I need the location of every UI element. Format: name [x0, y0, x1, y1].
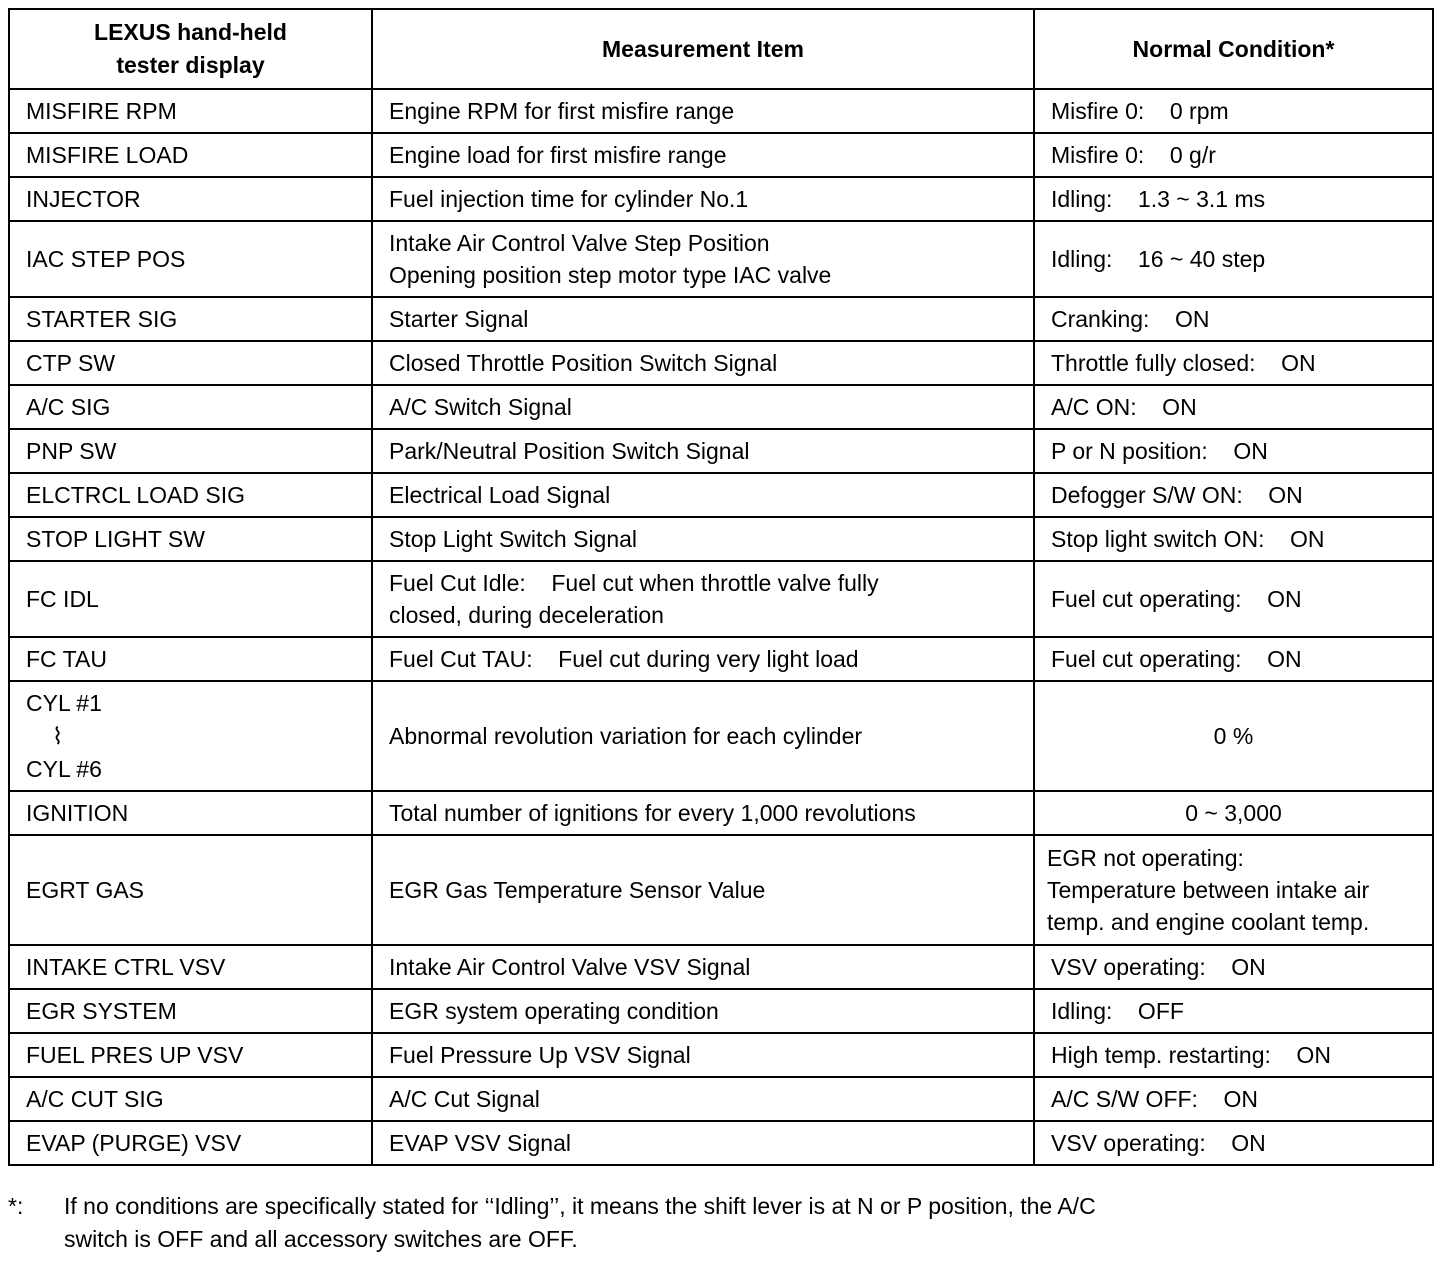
- cell-measurement-item: [372, 1121, 1034, 1165]
- cell-measurement-item: [372, 637, 1034, 681]
- normal-condition-line: Defogger S/W ON: ON: [1051, 482, 1303, 508]
- cell-normal-condition: [1034, 1033, 1433, 1077]
- cell-normal-condition: [1034, 385, 1433, 429]
- measurement-item-line: Total number of ignitions for every 1,000 revolutions: [389, 800, 916, 826]
- footnote-text: [64, 1190, 1438, 1256]
- cell-measurement-item: [372, 1077, 1034, 1121]
- cell-tester-display: FUEL PRES UP VSV: [9, 1033, 372, 1077]
- measurement-item-line: Starter Signal: [389, 306, 529, 332]
- cell-tester-display: MISFIRE LOAD: [9, 133, 372, 177]
- cell-tester-display: CTP SW: [9, 341, 372, 385]
- cell-normal-condition: [1034, 561, 1433, 637]
- cyl-range-first: CYL #1: [26, 690, 102, 716]
- cell-normal-condition: [1034, 133, 1433, 177]
- measurement-item-line: Electrical Load Signal: [389, 482, 611, 508]
- normal-condition-line: High temp. restarting: ON: [1051, 1042, 1331, 1068]
- table-row: [9, 133, 1433, 177]
- measurement-item-line: Park/Neutral Position Switch Signal: [389, 438, 750, 464]
- measurement-item-line: Opening position step motor type IAC valve: [389, 262, 832, 288]
- cell-measurement-item: [372, 133, 1034, 177]
- measurement-item-line: Abnormal revolution variation for each cylinder: [389, 723, 863, 749]
- cell-measurement-item: [372, 835, 1034, 945]
- table-row: [9, 561, 1433, 637]
- normal-condition-line: Misfire 0: 0 rpm: [1051, 98, 1229, 124]
- table-row: [9, 177, 1433, 221]
- table-row: [9, 791, 1433, 835]
- cell-measurement-item: [372, 791, 1034, 835]
- cell-tester-display: INJECTOR: [9, 177, 372, 221]
- cyl-range-squiggle: ⌇: [52, 723, 64, 749]
- measurement-item-line: Closed Throttle Position Switch Signal: [389, 350, 778, 376]
- table-row: [9, 517, 1433, 561]
- normal-condition-line: Fuel cut operating: ON: [1051, 586, 1302, 612]
- normal-condition-line: VSV operating: ON: [1051, 1130, 1266, 1156]
- measurement-item-line: closed, during deceleration: [389, 602, 664, 628]
- cell-normal-condition: [1034, 791, 1433, 835]
- normal-condition-line: P or N position: ON: [1051, 438, 1268, 464]
- normal-condition-line: A/C ON: ON: [1051, 394, 1197, 420]
- cell-measurement-item: [372, 341, 1034, 385]
- measurement-table-container: [8, 8, 1432, 1166]
- table-row: [9, 221, 1433, 297]
- normal-condition-line: EGR not operating:: [1047, 845, 1244, 871]
- cell-normal-condition: [1034, 945, 1433, 989]
- table-row: [9, 429, 1433, 473]
- table-row: [9, 341, 1433, 385]
- normal-condition-line: Misfire 0: 0 g/r: [1051, 142, 1216, 168]
- table-row: [9, 1033, 1433, 1077]
- header-tester-display: [9, 9, 372, 89]
- cell-tester-display: FC IDL: [9, 561, 372, 637]
- measurement-item-line: A/C Switch Signal: [389, 394, 572, 420]
- footnote-mark: *:: [8, 1193, 24, 1219]
- normal-condition-line: Idling: 16 ~ 40 step: [1051, 246, 1266, 272]
- header-tester-display-line2: tester display: [116, 52, 265, 78]
- cell-normal-condition: [1034, 1077, 1433, 1121]
- cell-measurement-item: [372, 561, 1034, 637]
- measurement-item-line: Engine load for first misfire range: [389, 142, 727, 168]
- cell-tester-display: IGNITION: [9, 791, 372, 835]
- cell-normal-condition: [1034, 989, 1433, 1033]
- measurement-item-line: EGR system operating condition: [389, 998, 719, 1024]
- table-row: [9, 681, 1433, 791]
- cell-normal-condition: [1034, 429, 1433, 473]
- cell-measurement-item: [372, 1033, 1034, 1077]
- table-row: [9, 1077, 1433, 1121]
- cell-normal-condition: [1034, 297, 1433, 341]
- cell-measurement-item: [372, 989, 1034, 1033]
- cell-measurement-item: [372, 681, 1034, 791]
- footnote-line-2: switch is OFF and all accessory switches are OFF.: [64, 1226, 578, 1252]
- cell-tester-display: A/C SIG: [9, 385, 372, 429]
- measurement-item-line: Intake Air Control Valve Step Position: [389, 230, 770, 256]
- measurement-item-line: Engine RPM for first misfire range: [389, 98, 735, 124]
- cell-normal-condition: [1034, 341, 1433, 385]
- normal-condition-line: 0 %: [1213, 723, 1254, 749]
- cell-normal-condition: [1034, 835, 1433, 945]
- normal-condition-line: 0 ~ 3,000: [1185, 800, 1282, 826]
- cell-normal-condition: [1034, 637, 1433, 681]
- cell-measurement-item: [372, 945, 1034, 989]
- normal-condition-line: Cranking: ON: [1051, 306, 1210, 332]
- normal-condition-line: Idling: 1.3 ~ 3.1 ms: [1051, 186, 1266, 212]
- cell-measurement-item: [372, 517, 1034, 561]
- table-row: [9, 1121, 1433, 1165]
- cell-tester-display: EGR SYSTEM: [9, 989, 372, 1033]
- cell-tester-display: EGRT GAS: [9, 835, 372, 945]
- footnote: [8, 1190, 1438, 1256]
- normal-condition-line: Temperature between intake air: [1047, 877, 1370, 903]
- cell-tester-display: [9, 681, 372, 791]
- cell-tester-display: EVAP (PURGE) VSV: [9, 1121, 372, 1165]
- table-row: [9, 637, 1433, 681]
- cell-normal-condition: [1034, 681, 1433, 791]
- measurement-item-line: EVAP VSV Signal: [389, 1130, 571, 1156]
- normal-condition-line: temp. and engine coolant temp.: [1047, 909, 1370, 935]
- table-header-row: [9, 9, 1433, 89]
- table-row: [9, 835, 1433, 945]
- header-tester-display-line1: LEXUS hand-held: [94, 19, 287, 45]
- cell-measurement-item: [372, 473, 1034, 517]
- normal-condition-line: VSV operating: ON: [1051, 954, 1266, 980]
- cell-measurement-item: [372, 429, 1034, 473]
- normal-condition-line: Fuel cut operating: ON: [1051, 646, 1302, 672]
- cell-tester-display: FC TAU: [9, 637, 372, 681]
- normal-condition-line: Idling: OFF: [1051, 998, 1184, 1024]
- table-row: [9, 385, 1433, 429]
- cell-measurement-item: [372, 177, 1034, 221]
- cell-tester-display: PNP SW: [9, 429, 372, 473]
- table-row: [9, 473, 1433, 517]
- cell-normal-condition: [1034, 177, 1433, 221]
- normal-condition-line: Stop light switch ON: ON: [1051, 526, 1325, 552]
- table-row: [9, 89, 1433, 133]
- footnote-line-1: If no conditions are specifically stated for ‘‘Idling’’, it means the shift lever is at N or P position, the A/C: [64, 1193, 1096, 1219]
- cell-normal-condition: [1034, 221, 1433, 297]
- cell-tester-display: IAC STEP POS: [9, 221, 372, 297]
- cell-tester-display: STARTER SIG: [9, 297, 372, 341]
- cell-normal-condition: [1034, 1121, 1433, 1165]
- cell-tester-display: INTAKE CTRL VSV: [9, 945, 372, 989]
- cell-normal-condition: [1034, 517, 1433, 561]
- cell-normal-condition: [1034, 89, 1433, 133]
- measurement-item-line: Fuel Cut TAU: Fuel cut during very light load: [389, 646, 859, 672]
- measurement-item-line: EGR Gas Temperature Sensor Value: [389, 877, 766, 903]
- cell-measurement-item: [372, 385, 1034, 429]
- measurement-table: [8, 8, 1434, 1166]
- measurement-item-line: Fuel Pressure Up VSV Signal: [389, 1042, 691, 1068]
- cell-measurement-item: [372, 297, 1034, 341]
- table-row: [9, 297, 1433, 341]
- header-measurement-item: Measurement Item: [372, 9, 1034, 89]
- cyl-range-last: CYL #6: [26, 756, 102, 782]
- normal-condition-line: Throttle fully closed: ON: [1051, 350, 1316, 376]
- measurement-item-line: Fuel Cut Idle: Fuel cut when throttle valve fully: [389, 570, 879, 596]
- table-body: [9, 89, 1433, 1165]
- cell-normal-condition: [1034, 473, 1433, 517]
- header-normal-condition: Normal Condition*: [1034, 9, 1433, 89]
- measurement-item-line: Fuel injection time for cylinder No.1: [389, 186, 749, 212]
- table-row: [9, 945, 1433, 989]
- cell-tester-display: A/C CUT SIG: [9, 1077, 372, 1121]
- cell-tester-display: ELCTRCL LOAD SIG: [9, 473, 372, 517]
- cell-tester-display: MISFIRE RPM: [9, 89, 372, 133]
- measurement-item-line: A/C Cut Signal: [389, 1086, 540, 1112]
- cell-measurement-item: [372, 89, 1034, 133]
- measurement-item-line: Stop Light Switch Signal: [389, 526, 638, 552]
- cell-measurement-item: [372, 221, 1034, 297]
- cell-tester-display: STOP LIGHT SW: [9, 517, 372, 561]
- measurement-item-line: Intake Air Control Valve VSV Signal: [389, 954, 751, 980]
- table-row: [9, 989, 1433, 1033]
- normal-condition-line: A/C S/W OFF: ON: [1051, 1086, 1258, 1112]
